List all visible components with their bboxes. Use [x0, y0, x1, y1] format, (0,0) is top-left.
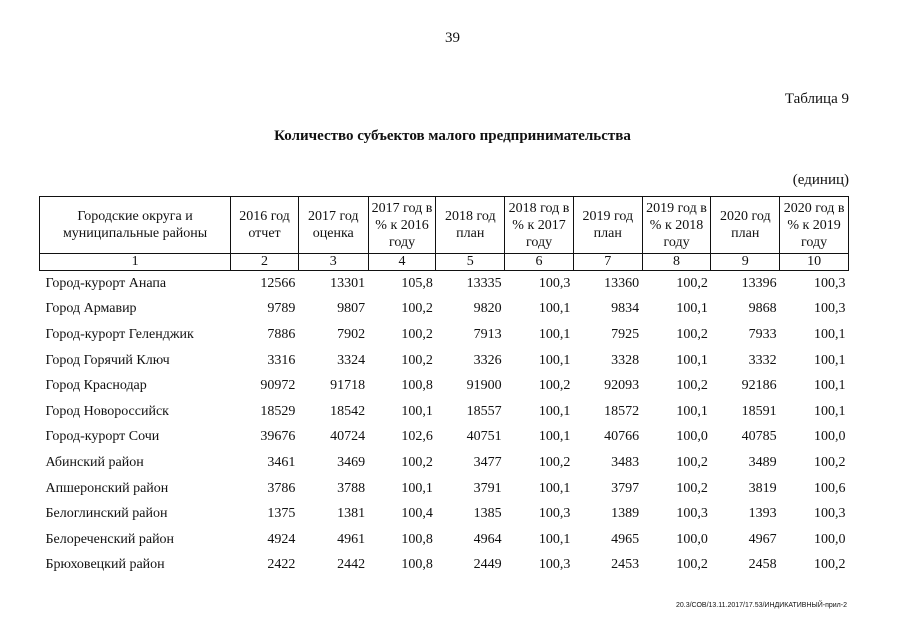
table-cell: 3326	[473, 352, 502, 368]
column-number: 7	[573, 254, 642, 271]
table-cell: 12566	[260, 275, 296, 291]
table-cell: 92186	[741, 378, 777, 394]
column-header-7: 2019 год в % к 2018 году	[642, 197, 711, 254]
table-cell: 100,1	[538, 531, 571, 547]
table-cell: 40751	[466, 429, 502, 445]
table-cell: 3477	[473, 454, 502, 470]
table-cell: 9868	[748, 301, 777, 317]
column-header-2: 2017 год оценка	[298, 197, 368, 254]
table-cell: 1393	[748, 506, 777, 522]
column-number: 4	[368, 254, 436, 271]
table-cell: 100,1	[676, 352, 708, 368]
table-row	[40, 553, 849, 579]
table-cell: 100,3	[538, 275, 571, 291]
table-cell: 100,0	[814, 429, 846, 445]
column-number: 6	[505, 254, 574, 271]
table-cell: 100,2	[814, 557, 846, 573]
table-cell: 100,8	[401, 531, 433, 547]
column-header-3: 2017 год в % к 2016 году	[368, 197, 436, 254]
table-cell: 13335	[466, 275, 502, 291]
table-cell: 100,3	[814, 275, 846, 291]
table-row	[40, 322, 849, 348]
table-cell: 40785	[741, 429, 777, 445]
column-number: 10	[780, 254, 849, 271]
table-title: Количество субъектов малого предпринимательства	[274, 128, 631, 144]
table-cell: 91718	[330, 378, 366, 394]
column-number: 2	[231, 254, 299, 271]
column-header-1: 2016 год отчет	[231, 197, 299, 254]
table-cell: 100,2	[676, 480, 708, 496]
column-number: 5	[436, 254, 505, 271]
table-cell: 3791	[473, 480, 502, 496]
row-district-name: Город Армавир	[45, 301, 137, 317]
table-cell: 100,2	[401, 326, 433, 342]
column-header-6: 2019 год план	[573, 197, 642, 254]
table-cell: 100,1	[538, 352, 571, 368]
data-table	[39, 196, 849, 578]
column-number-row	[40, 254, 849, 271]
table-cell: 4924	[267, 531, 296, 547]
row-district-name: Белореченский район	[45, 531, 175, 547]
table-cell: 100,3	[538, 506, 571, 522]
table-cell: 1385	[473, 506, 502, 522]
row-district-name: Город-курорт Сочи	[45, 429, 160, 445]
table-cell: 3483	[611, 454, 640, 470]
table-cell: 100,3	[814, 301, 846, 317]
table-cell: 100,1	[814, 326, 846, 342]
table-row	[40, 297, 849, 323]
table-cell: 100,0	[676, 531, 708, 547]
row-district-name: Город-курорт Геленджик	[45, 326, 194, 342]
table-cell: 9807	[337, 301, 366, 317]
table-body	[40, 271, 849, 579]
table-cell: 4967	[748, 531, 777, 547]
table-row	[40, 271, 849, 297]
table-cell: 4964	[473, 531, 502, 547]
table-cell: 3797	[611, 480, 640, 496]
table-cell: 100,1	[538, 326, 571, 342]
table-cell: 100,2	[401, 352, 433, 368]
row-district-name: Белоглинский район	[45, 506, 168, 522]
table-cell: 3461	[267, 454, 296, 470]
table-cell: 4961	[337, 531, 366, 547]
table-row	[40, 527, 849, 553]
column-number: 1	[40, 254, 231, 271]
table-cell: 2458	[748, 557, 777, 573]
table-cell: 100,1	[538, 429, 571, 445]
table-cell: 3328	[611, 352, 640, 368]
table-cell: 3324	[337, 352, 366, 368]
table-cell: 100,0	[814, 531, 846, 547]
table-cell: 100,1	[814, 378, 846, 394]
table-cell: 7925	[611, 326, 640, 342]
table-row	[40, 501, 849, 527]
table-cell: 7886	[267, 326, 296, 342]
table-cell: 92093	[604, 378, 640, 394]
table-cell: 100,8	[401, 557, 433, 573]
row-district-name: Город Краснодар	[45, 378, 147, 394]
table-cell: 100,2	[676, 326, 708, 342]
table-row	[40, 450, 849, 476]
table-cell: 100,6	[814, 480, 846, 496]
table-cell: 100,2	[676, 275, 708, 291]
table-label: Таблица 9	[784, 91, 849, 107]
table-cell: 18557	[466, 403, 502, 419]
column-header-district: Городские округа и муниципальные районы	[40, 197, 231, 254]
row-district-name: Абинский район	[45, 454, 144, 470]
column-number: 3	[298, 254, 368, 271]
table-cell: 100,2	[676, 378, 708, 394]
table-cell: 100,1	[401, 480, 433, 496]
table-cell: 100,1	[814, 352, 846, 368]
table-cell: 100,2	[676, 557, 708, 573]
table-cell: 100,2	[538, 454, 571, 470]
table-cell: 1389	[611, 506, 640, 522]
table-cell: 13301	[330, 275, 366, 291]
table-cell: 40766	[604, 429, 640, 445]
table-cell: 100,4	[401, 506, 433, 522]
table-cell: 18542	[330, 403, 366, 419]
table-cell: 3788	[337, 480, 366, 496]
row-district-name: Город Новороссийск	[45, 403, 169, 419]
table-cell: 9820	[473, 301, 502, 317]
table-row	[40, 476, 849, 502]
row-district-name: Апшеронский район	[45, 480, 169, 496]
table-cell: 9789	[267, 301, 296, 317]
table-cell: 100,8	[401, 378, 433, 394]
table-cell: 18529	[260, 403, 296, 419]
table-cell: 100,1	[814, 403, 846, 419]
column-number: 9	[711, 254, 780, 271]
table-cell: 18572	[604, 403, 640, 419]
table-cell: 100,1	[538, 480, 571, 496]
table-cell: 2442	[337, 557, 366, 573]
table-cell: 2453	[611, 557, 640, 573]
table-cell: 40724	[330, 429, 366, 445]
table-cell: 100,2	[814, 454, 846, 470]
table-cell: 3332	[748, 352, 777, 368]
table-cell: 7933	[748, 326, 777, 342]
table-cell: 100,2	[676, 454, 708, 470]
table-cell: 18591	[741, 403, 777, 419]
table-cell: 9834	[611, 301, 640, 317]
table-row	[40, 425, 849, 451]
table-cell: 2422	[267, 557, 296, 573]
column-header-5: 2018 год в % к 2017 году	[505, 197, 574, 254]
table-cell: 39676	[260, 429, 296, 445]
table-cell: 100,2	[401, 454, 433, 470]
table-row	[40, 348, 849, 374]
table-cell: 7913	[473, 326, 502, 342]
table-cell: 102,6	[401, 429, 433, 445]
column-number: 8	[642, 254, 711, 271]
table-cell: 1381	[337, 506, 366, 522]
table-cell: 3489	[748, 454, 777, 470]
table-cell: 100,0	[676, 429, 708, 445]
table-cell: 7902	[337, 326, 366, 342]
table-cell: 3786	[267, 480, 296, 496]
table-cell: 13396	[741, 275, 777, 291]
table-cell: 2449	[473, 557, 502, 573]
units-label: (единиц)	[792, 172, 849, 188]
table-cell: 105,8	[401, 275, 433, 291]
table-cell: 100,1	[676, 301, 708, 317]
table-cell: 13360	[604, 275, 640, 291]
table-cell: 100,3	[814, 506, 846, 522]
page-number: 39	[445, 30, 460, 46]
table-cell: 4965	[611, 531, 640, 547]
column-header-8: 2020 год план	[711, 197, 780, 254]
footer-code: 20.3/СОВ/13.11.2017/17.53/ИНДИКАТИВНЫЙ-прил-2	[675, 602, 847, 609]
table-cell: 3469	[337, 454, 366, 470]
column-header-9: 2020 год в % к 2019 году	[780, 197, 849, 254]
table-cell: 100,1	[676, 403, 708, 419]
table-cell: 3819	[748, 480, 777, 496]
table-cell: 100,1	[538, 403, 571, 419]
column-header-4: 2018 год план	[436, 197, 505, 254]
row-district-name: Город Горячий Ключ	[45, 352, 170, 368]
row-district-name: Брюховецкий район	[45, 557, 165, 573]
row-district-name: Город-курорт Анапа	[45, 275, 167, 291]
table-cell: 100,1	[401, 403, 433, 419]
table-cell: 100,2	[538, 378, 571, 394]
table-row	[40, 399, 849, 425]
table-cell: 90972	[260, 378, 296, 394]
table-cell: 100,3	[676, 506, 708, 522]
table-cell: 100,2	[401, 301, 433, 317]
table-row	[40, 373, 849, 399]
table-cell: 1375	[267, 506, 296, 522]
table-cell: 3316	[267, 352, 296, 368]
header-row	[40, 197, 849, 254]
table-cell: 91900	[466, 378, 502, 394]
table-cell: 100,1	[538, 301, 571, 317]
table-cell: 100,3	[538, 557, 571, 573]
